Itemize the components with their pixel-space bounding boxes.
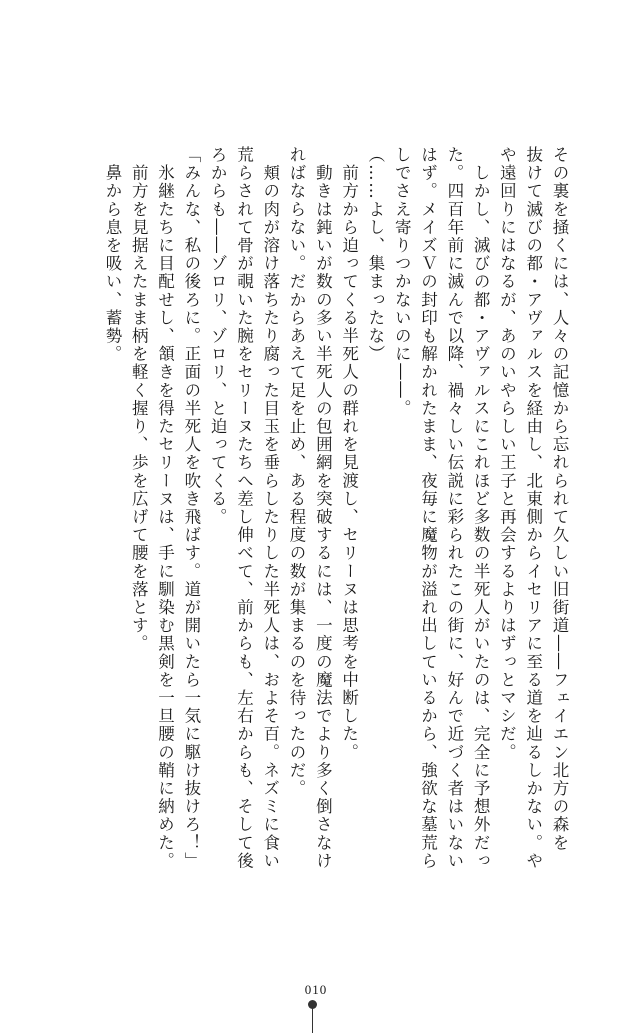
text-line: 鼻から息を吸い、蓄勢。 [102, 146, 122, 364]
text-line: 荒らされて骨が覗いた腕をセリーヌたちへ差し伸べて、前からも、左右からも、そして後 [234, 146, 254, 870]
text-line: 前方から迫ってくる半死人の群れを見渡し、セリーヌは思考を中断した。 [339, 146, 359, 762]
text-line: 前方を見据えたまま柄を軽く握り、歩を広げて腰を落とす。 [129, 146, 149, 653]
text-line: 頬の肉が溶け落ちたり腐った目玉を垂らしたりした半死人は、およそ百。ネズミに食い [260, 146, 280, 870]
text-line: 動きは鈍いが数の多い半死人の包囲網を突破するには、一度の魔法でより多く倒さなけ [313, 146, 333, 870]
text-line: ればならない。だからあえて足を止め、ある程度の数が集まるのを待ったのだ。 [287, 146, 307, 798]
text-line: しかし、滅びの都・アヴァルスにこれほど多数の半死人がいたのは、完全に予想外だっ [471, 146, 491, 870]
text-line: その裏を掻くには、人々の記憶から忘れられて久しい旧街道――フェイエン北方の森を [550, 146, 569, 852]
novel-body-text [99, 146, 572, 870]
text-line: や遠回りにはなるが、あのいやらしい王子と再会するよりはずっとマシだ。 [497, 146, 517, 762]
text-line: 氷継たちに目配せし、頷きを得たセリーヌは、手に馴染む黒剣を一旦腰の鞘に納めた。 [155, 146, 175, 870]
text-line: 抜けて滅びの都・アヴァルスを経由し、北東側からイセリアに至る道を辿るしかない。や [523, 146, 543, 870]
text-line: た。四百年前に滅んで以降、禍々しい伝説に彩られたこの街に、好んで近づく者はいない [444, 146, 464, 870]
text-line: 「みんな、私の後ろに。正面の半死人を吹き飛ばす。道が開いたら一気に駆け抜けろ！」 [181, 146, 201, 870]
page-marker-line [312, 1008, 313, 1033]
text-line: （……よし、集まったな） [365, 146, 385, 364]
page-number: 010 [304, 982, 328, 997]
text-line: はず。メイズＶの封印も解かれたまま、夜毎に魔物が溢れ出しているから、強欲な墓荒ら [418, 146, 438, 870]
text-line: ろからも――ゾロリ、ゾロリ、と迫ってくる。 [208, 146, 228, 527]
text-line: しでさえ寄りつかないのに――。 [392, 146, 412, 418]
